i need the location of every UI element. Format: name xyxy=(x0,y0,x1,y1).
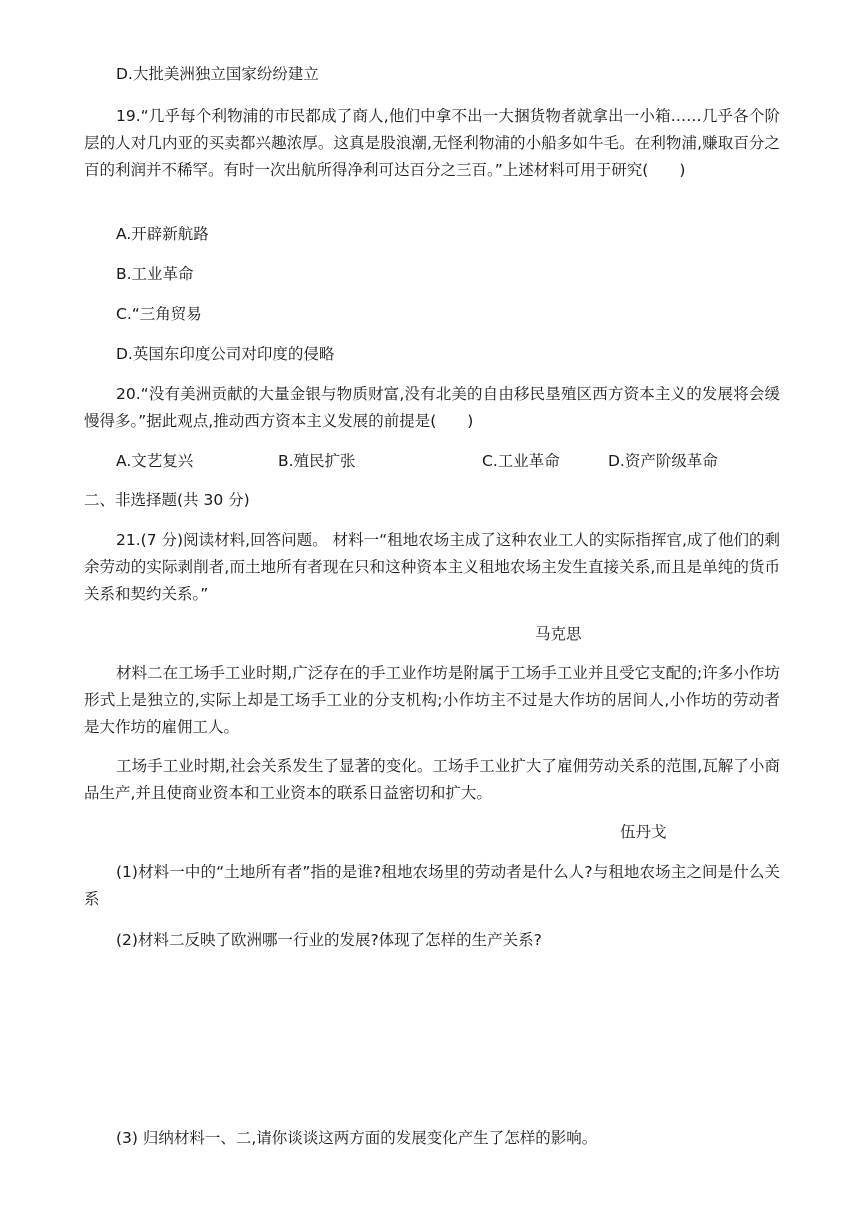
q20-option-c: C.工业革命 xyxy=(482,452,560,470)
q20-option-d: D.资产阶级革命 xyxy=(608,452,718,470)
q21-material-2-p2: 工场手工业时期,社会关系发生了显著的变化。工场手工业扩大了雇佣劳动关系的范围,瓦解了小商品生产,并且使商业资本和工业资本的联系日益密切和扩大。 xyxy=(84,757,780,802)
q18-option-d: D.大批美洲独立国家纷纷建立 xyxy=(116,65,319,83)
q21-subquestion-1: (1)材料一中的“土地所有者”指的是谁?租地农场里的劳动者是什么人?与租地农场主之间是什么关系 xyxy=(84,863,780,908)
q20-stem: 20.“没有美洲贡献的大量金银与物质财富,没有北美的自由移民垦殖区西方资本主义的发展将会缓慢得多。”据此观点,推动西方资本主义发展的前提是( ) xyxy=(84,385,780,430)
q19-option-c: C.“三角贸易 xyxy=(116,305,202,323)
q20-option-b: B.殖民扩张 xyxy=(278,452,356,470)
q21-source-1: 马克思 xyxy=(535,625,582,643)
section-2-heading: 二、非选择题(共 30 分) xyxy=(84,491,250,509)
q21-material-1: 21.(7 分)阅读材料,回答问题。 材料一“租地农场主成了这种农业工人的实际指挥官,成了他们的剩余劳动的实际剥削者,而土地所有者现在只和这种资本主义租地农场主发生直接关系,而且是单纯的货币关系和契约关系。” xyxy=(84,531,780,603)
q21-material-2-p1: 材料二在工场手工业时期,广泛存在的手工业作坊是附属于工场手工业并且受它支配的;许多小作坊形式上是独立的,实际上却是工场手工业的分支机构;小作坊主不过是大作坊的居间人,小作坊的劳动者是大作坊的雇佣工人。 xyxy=(84,664,780,736)
q21-subquestion-3: (3) 归纳材料一、二,请你谈谈这两方面的发展变化产生了怎样的影响。 xyxy=(116,1129,598,1147)
q21-source-2: 伍丹戈 xyxy=(620,823,667,841)
q21-subquestion-2: (2)材料二反映了欧洲哪一行业的发展?体现了怎样的生产关系? xyxy=(116,931,542,949)
q19-option-d: D.英国东印度公司对印度的侵略 xyxy=(116,345,335,363)
q19-stem: 19.“几乎每个利物浦的市民都成了商人,他们中拿不出一大捆货物者就拿出一小箱……几乎各个阶层的人对几内亚的买卖都兴趣浓厚。这真是股浪潮,无怪利物浦的小船多如牛毛。在利物浦,赚取百分之百的利润并不稀罕。有时一次出航所得净利可达百分之三百。”上述材料可用于研究( ) xyxy=(84,107,780,179)
q19-option-b: B.工业革命 xyxy=(116,265,194,283)
q19-option-a: A.开辟新航路 xyxy=(116,225,209,243)
q20-option-a: A.文艺复兴 xyxy=(116,452,194,470)
